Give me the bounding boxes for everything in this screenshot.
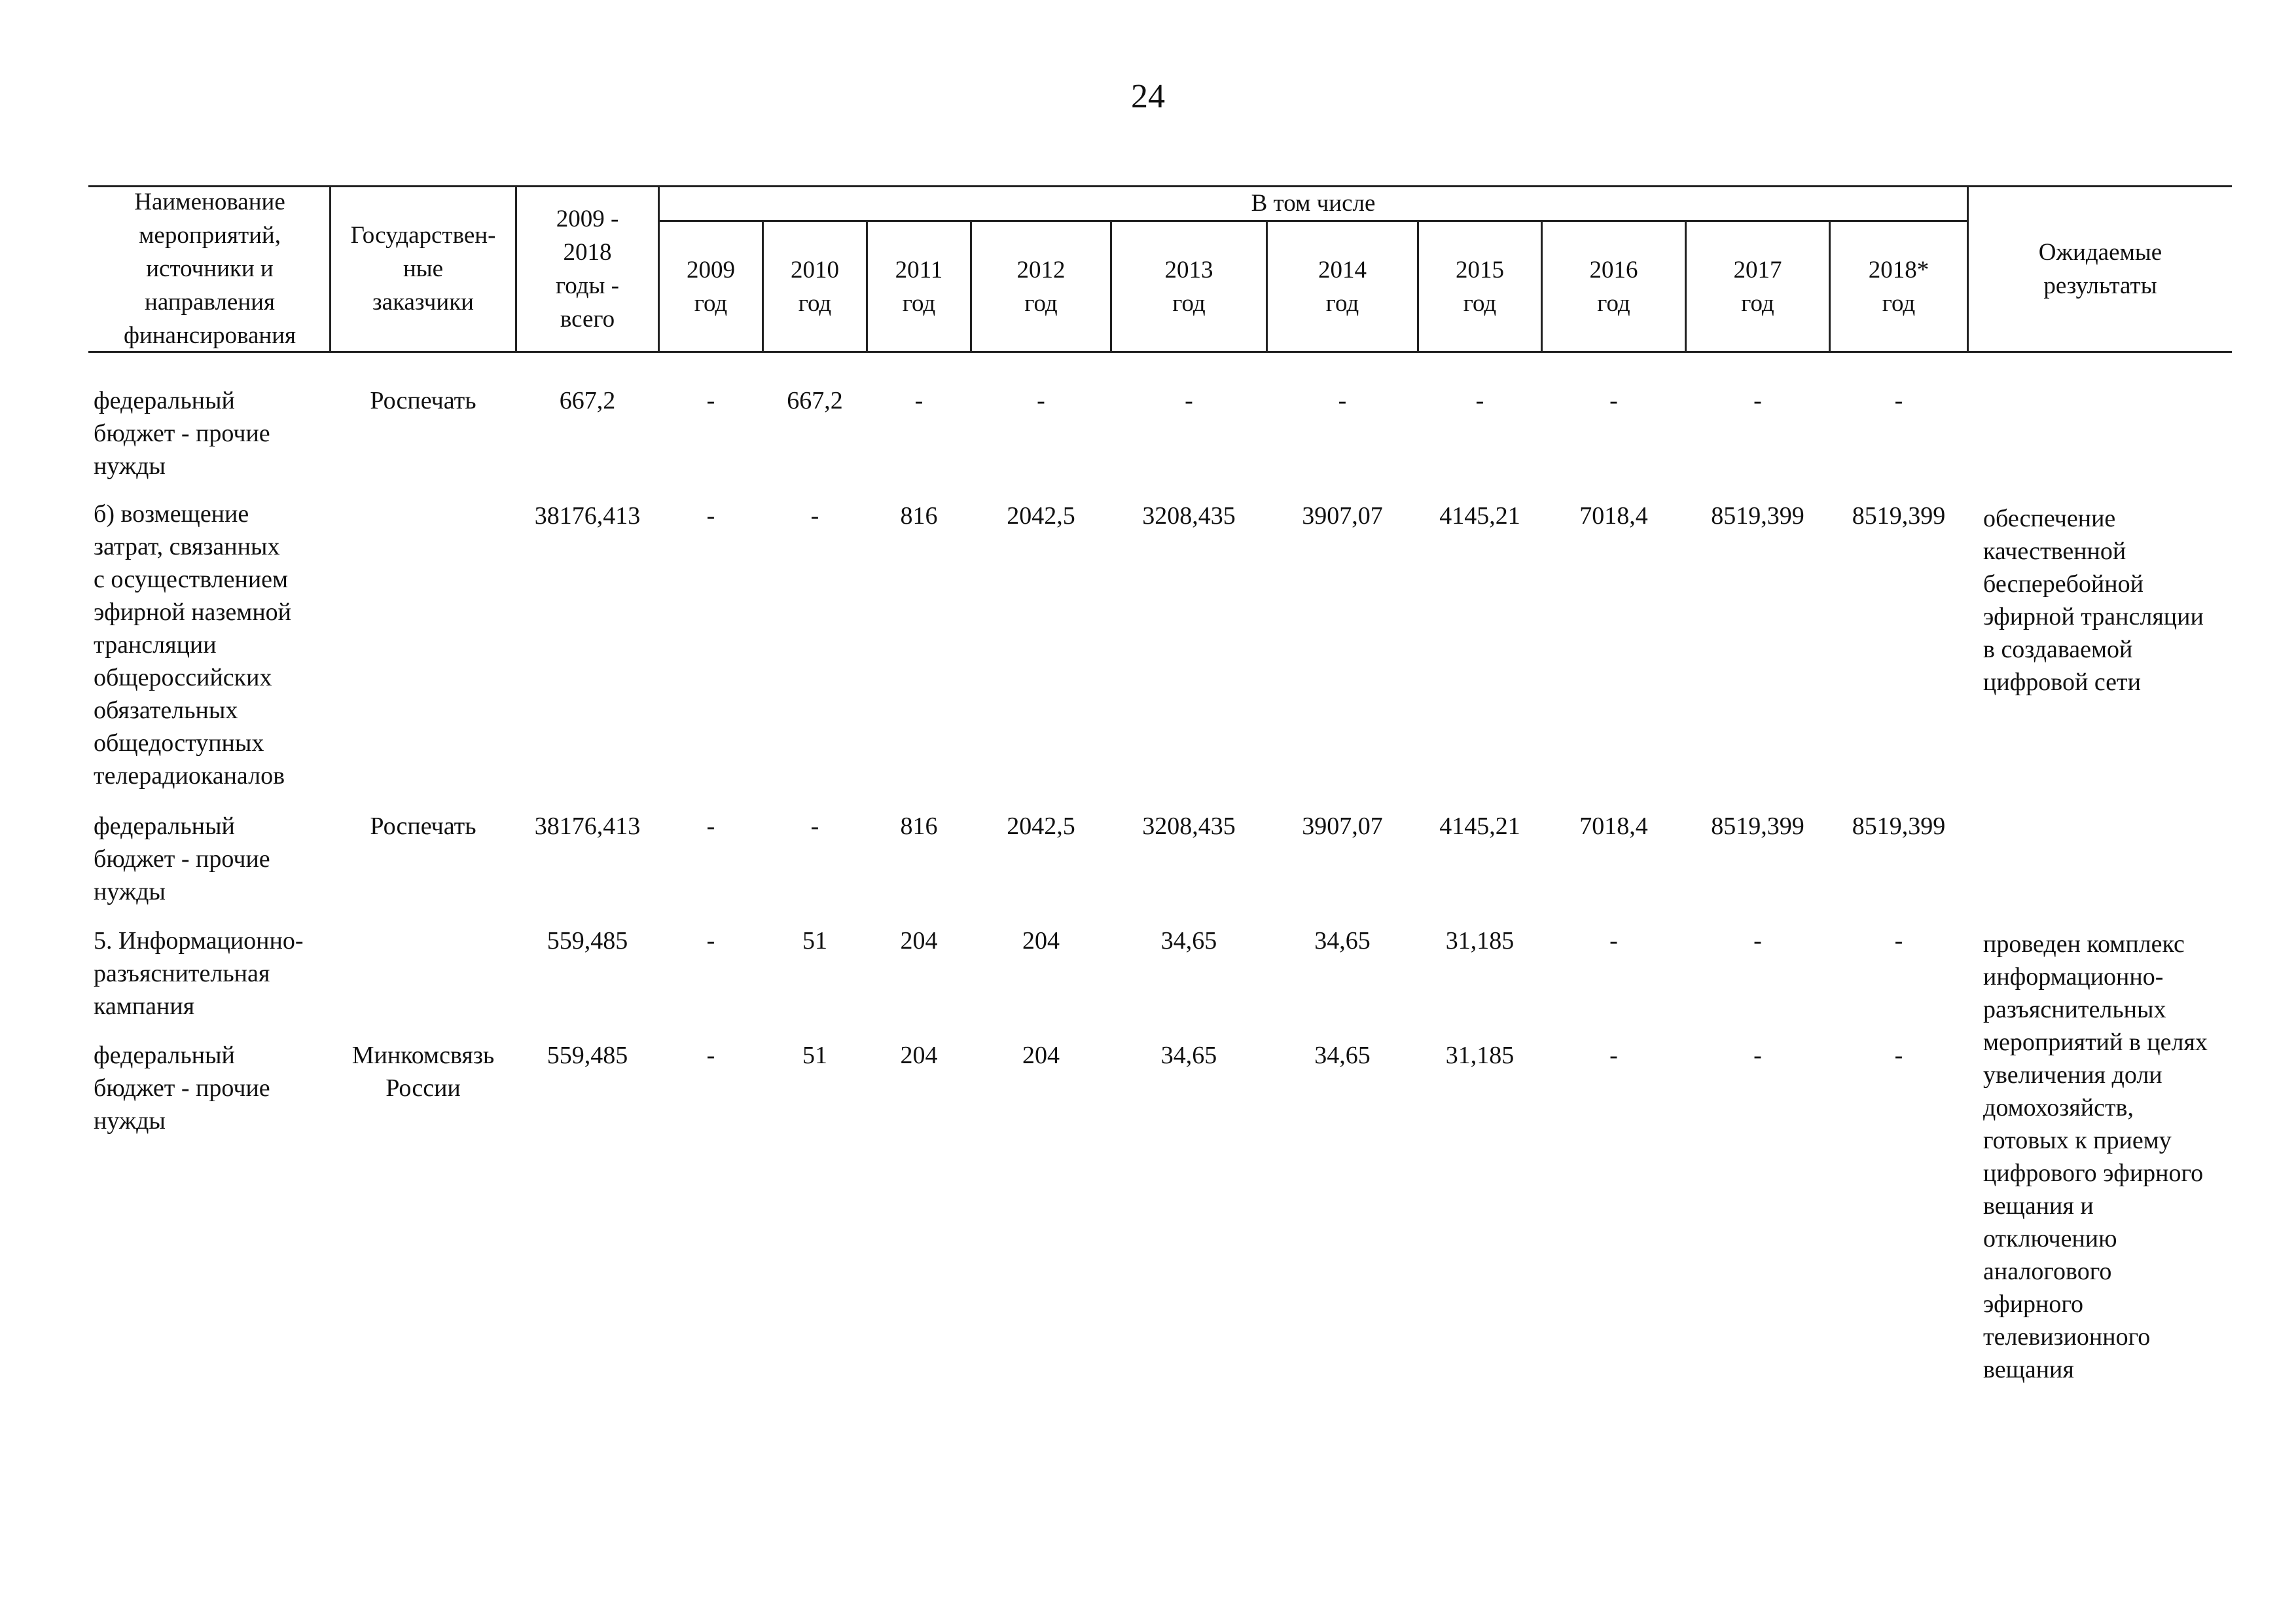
text-line: затрат, связанных [94,533,280,560]
row-result [1983,928,2271,1386]
text-line: аналогового [1983,1258,2112,1285]
header-year: 2015 год [1456,256,1504,317]
text-line: федеральный [94,812,235,840]
row-value: 3907,07 [1302,812,1383,840]
row-value: 4145,21 [1439,502,1520,530]
header-year: 2017 год [1733,256,1782,317]
text-line: бюджет - прочие [94,420,270,447]
text-line: телерадиоканалов [94,762,285,790]
text-line: в создаваемой [1983,636,2133,663]
row-value: 816 [900,502,938,530]
row-value: - [1338,387,1347,414]
text-line: отключению [1983,1225,2117,1252]
row-value: 8519,399 [1711,502,1804,530]
header-line: результаты [2043,272,2157,299]
row-total: 667,2 [559,387,616,414]
header-line: годы - [556,272,619,299]
text-line: нужды [94,452,166,480]
row-name [94,498,291,792]
header-line: Ожидаемые [2038,238,2162,266]
header-year: 2014 год [1318,256,1367,317]
row-value: - [1609,927,1618,955]
text-line: федеральный [94,387,235,414]
text-line: общедоступных [94,729,264,757]
header-line: финансирования [123,322,296,349]
text-line: нужды [94,878,166,905]
header-year: 2010 год [791,256,839,317]
text-line: цифрового эфирного [1983,1159,2204,1187]
text-line: России [386,1074,461,1102]
row-customer [331,384,515,417]
text-line: Роспечать [370,812,476,840]
row-value: 7018,4 [1579,502,1648,530]
text-line: вещания и [1983,1192,2094,1220]
row-value: 51 [802,1042,827,1069]
row-value: - [1475,387,1484,414]
row-value: 31,185 [1445,1042,1515,1069]
text-line: разъяснительных [1983,996,2166,1023]
header-year: 2018* год [1868,256,1929,317]
text-line: трансляции [94,631,217,659]
row-total: 559,485 [547,927,628,955]
row-name [94,1039,270,1137]
row-total: 38176,413 [534,812,641,840]
row-value: 816 [900,812,938,840]
row-value: 667,2 [787,387,843,414]
row-value: - [914,387,924,414]
row-value: 204 [1022,1042,1060,1069]
text-line: бесперебойной [1983,570,2144,598]
text-line: эфирной трансляции [1983,603,2204,630]
row-value: 8519,399 [1711,812,1804,840]
text-line: нужды [94,1107,166,1135]
text-line: домохозяйств, [1983,1094,2134,1122]
text-line: телевизионного [1983,1323,2151,1351]
text-line: информационно- [1983,963,2164,991]
text-line: общероссийских [94,664,272,691]
row-value: 7018,4 [1579,812,1648,840]
row-value: - [706,387,715,414]
text-line: разъяснительная [94,960,270,987]
row-value: 204 [1022,927,1060,955]
header-customer [331,187,515,351]
header-line: ные [403,255,444,282]
row-value: - [1753,1042,1762,1069]
row-value: 3208,435 [1142,502,1236,530]
row-value: - [1609,387,1618,414]
header-name [90,187,329,351]
header-year: 2016 год [1589,256,1638,317]
row-value: 34,65 [1160,927,1217,955]
row-value: - [1753,927,1762,955]
row-value: 51 [802,927,827,955]
text-line: Минкомсвязь [351,1042,495,1069]
row-customer [331,810,515,843]
header-year: 2011 год [895,256,943,317]
text-line: проведен комплекс [1983,930,2185,958]
text-line: Роспечать [370,387,476,414]
header-line: Государствен- [350,222,496,249]
header-line: 2018 [563,238,612,266]
row-value: 4145,21 [1439,812,1520,840]
row-result [1983,502,2271,699]
page-number: 24 [1131,78,1165,115]
text-line: б) возмещение [94,500,249,528]
row-value: 3208,435 [1142,812,1236,840]
row-value: - [706,812,715,840]
row-value: 34,65 [1314,927,1371,955]
row-value: - [1753,387,1762,414]
row-value: 34,65 [1160,1042,1217,1069]
row-total: 38176,413 [534,502,641,530]
header-year: 2013 год [1164,256,1213,317]
header-group: В том числе [1251,190,1376,217]
row-total: 559,485 [547,1042,628,1069]
text-line: бюджет - прочие [94,1074,270,1102]
row-value: 2042,5 [1007,812,1075,840]
header-line: направления [145,289,275,316]
row-name [94,810,270,908]
row-value: - [810,502,819,530]
row-value: 2042,5 [1007,502,1075,530]
row-value: - [810,812,819,840]
header-total [517,187,658,351]
row-value: - [706,502,715,530]
header-line: заказчики [372,289,474,316]
row-value: - [706,927,715,955]
row-value: 204 [900,1042,938,1069]
text-line: 5. Информационно- [94,927,304,955]
row-value: - [706,1042,715,1069]
row-value: - [1609,1042,1618,1069]
header-year: 2012 год [1016,256,1066,317]
row-value: 8519,399 [1852,812,1946,840]
header-line: 2009 - [556,205,619,232]
row-value: 3907,07 [1302,502,1383,530]
text-line: готовых к приему [1983,1127,2172,1154]
row-name [94,384,270,483]
row-value: - [1037,387,1045,414]
row-value: 204 [900,927,938,955]
row-customer [331,1039,515,1104]
text-line: мероприятий в целях [1983,1029,2208,1056]
text-line: цифровой сети [1983,668,2141,696]
row-value: - [1185,387,1193,414]
text-line: федеральный [94,1042,235,1069]
row-value: 34,65 [1314,1042,1371,1069]
row-name [94,924,303,1023]
header-results [1969,187,2232,351]
header-bottom-border [88,351,2232,353]
row-value: - [1894,387,1903,414]
text-line: качественной [1983,538,2126,565]
row-value: - [1894,927,1903,955]
text-line: вещания [1983,1356,2074,1383]
header-year: 2009 год [687,256,735,317]
header-line: всего [560,305,615,333]
text-line: увеличения доли [1983,1061,2162,1089]
header-line: мероприятий, [139,222,281,249]
header-line: источники и [146,255,274,282]
text-line: обеспечение [1983,505,2116,532]
text-line: эфирной наземной [94,598,292,626]
row-value: 31,185 [1445,927,1515,955]
text-line: обязательных [94,697,238,724]
row-value: 8519,399 [1852,502,1946,530]
text-line: эфирного [1983,1290,2084,1318]
text-line: кампания [94,993,195,1020]
text-line: с осуществлением [94,566,289,593]
text-line: бюджет - прочие [94,845,270,873]
row-value: - [1894,1042,1903,1069]
header-line: Наименование [134,189,285,215]
